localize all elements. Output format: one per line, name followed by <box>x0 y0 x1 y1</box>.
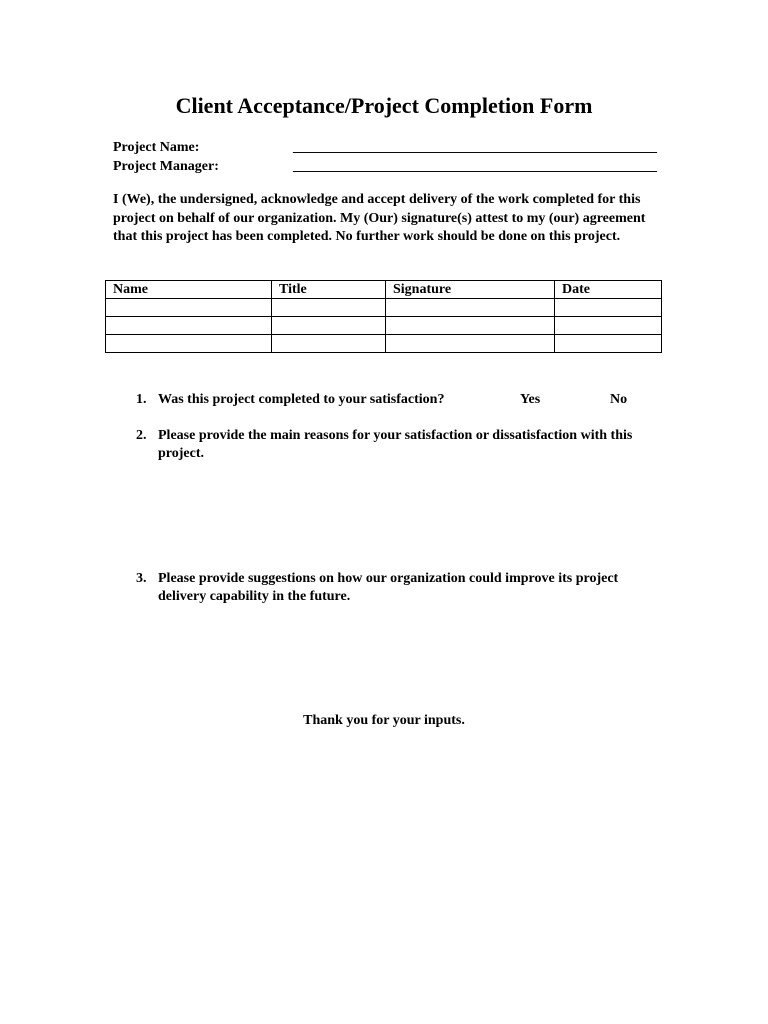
answer-no-option[interactable]: No <box>610 392 628 407</box>
project-manager-label: Project Manager: <box>113 159 219 174</box>
question-3-text: Please provide suggestions on how our organization could improve its project delivery capability in the future. <box>158 571 619 604</box>
table-cell-title[interactable] <box>272 335 386 353</box>
table-row <box>106 299 662 317</box>
table-cell-title[interactable] <box>272 317 386 335</box>
table-cell-name[interactable] <box>106 317 272 335</box>
closing-note: Thank you for your inputs. <box>303 713 465 728</box>
table-row <box>106 317 662 335</box>
question-3-number: 3. <box>136 571 147 586</box>
table-row <box>106 335 662 353</box>
project-manager-field <box>113 157 658 176</box>
table-cell-signature[interactable] <box>386 335 555 353</box>
table-cell-signature[interactable] <box>386 299 555 317</box>
column-header-signature: Signature <box>386 281 555 299</box>
form-title: Client Acceptance/Project Completion Form <box>175 93 593 118</box>
project-name-label: Project Name: <box>113 140 200 155</box>
column-header-date: Date <box>555 281 662 299</box>
acknowledgement-paragraph: I (We), the undersigned, acknowledge and accept delivery of the work completed for this project on behalf of our organization. My (Our) signature(s) attest to my (our) agreement that this project has been completed. No further work should be done on this project. <box>113 192 646 244</box>
table-cell-date[interactable] <box>555 335 662 353</box>
question-2-number: 2. <box>136 428 147 443</box>
answer-yes-option[interactable]: Yes <box>520 392 541 407</box>
table-cell-title[interactable] <box>272 299 386 317</box>
column-header-name: Name <box>106 281 272 299</box>
table-cell-date[interactable] <box>555 317 662 335</box>
project-name-blank[interactable]: ____________________________________________________ <box>293 140 657 155</box>
question-1-number: 1. <box>136 392 147 407</box>
project-manager-blank[interactable]: ____________________________________________________ <box>293 159 657 174</box>
signature-table-header <box>106 281 662 299</box>
table-cell-name[interactable] <box>106 335 272 353</box>
table-cell-name[interactable] <box>106 299 272 317</box>
question-2-text: Please provide the main reasons for your satisfaction or dissatisfaction with this project. <box>158 428 633 461</box>
question-1-text: Was this project completed to your satisfaction? <box>158 392 445 407</box>
table-cell-date[interactable] <box>555 299 662 317</box>
project-name-field <box>113 138 658 157</box>
table-cell-signature[interactable] <box>386 317 555 335</box>
column-header-title: Title <box>272 281 386 299</box>
signature-table <box>105 280 662 353</box>
